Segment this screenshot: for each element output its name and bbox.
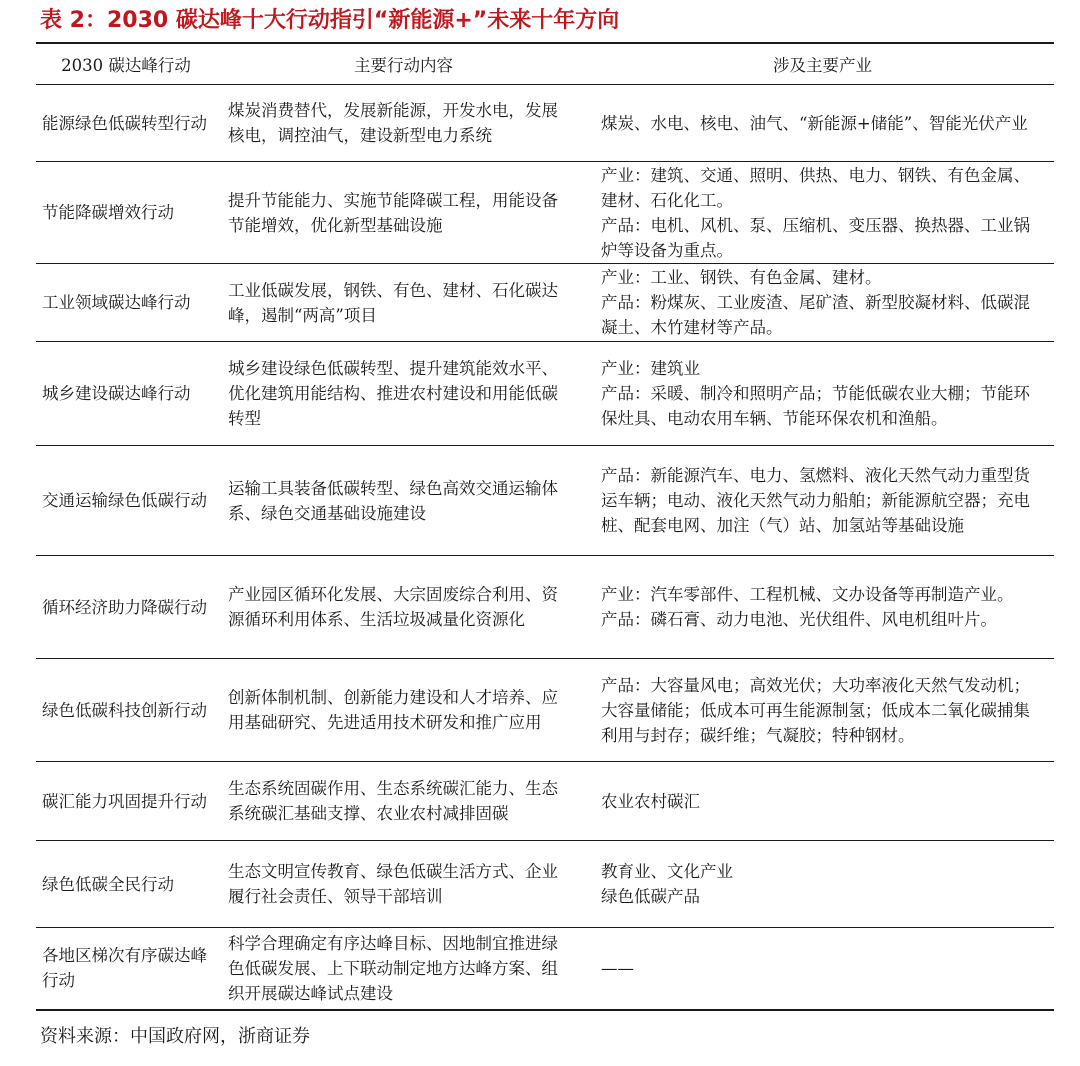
- action-name: 绿色低碳全民行动: [36, 841, 216, 928]
- table-title: 表 2：2030 碳达峰十大行动指引“新能源+”未来十年方向: [40, 8, 620, 33]
- action-content: 城乡建设绿色低碳转型、提升建筑能效水平、优化建筑用能结构、推进农村建设和用能低碳转型: [216, 342, 591, 446]
- action-industry: [591, 762, 1054, 841]
- table-row: [36, 841, 1054, 928]
- action-content: 生态文明宣传教育、绿色低碳生活方式、企业履行社会责任、领导干部培训: [216, 841, 591, 928]
- industry-line: 产业：工业、钢铁、有色金属、建材。: [601, 268, 882, 287]
- action-industry: [591, 928, 1054, 1010]
- action-content: 产业园区循环化发展、大宗固废综合利用、资源循环利用体系、生活垃圾减量化资源化: [216, 556, 591, 659]
- action-content: 工业低碳发展，钢铁、有色、建材、石化碳达峰，遏制“两高”项目: [216, 264, 591, 342]
- action-name: 城乡建设碳达峰行动: [36, 342, 216, 446]
- industry-line: 产业：建筑业: [601, 359, 700, 378]
- action-content: 煤炭消费替代，发展新能源，开发水电，发展核电，调控油气，建设新型电力系统: [216, 85, 591, 162]
- carbon-peak-actions-table: [36, 44, 1054, 1011]
- industry-line: 绿色低碳产品: [601, 887, 700, 906]
- action-name: 交通运输绿色低碳行动: [36, 446, 216, 556]
- action-content: 创新体制机制、创新能力建设和人才培养、应用基础研究、先进适用技术研发和推广应用: [216, 659, 591, 762]
- action-content: 生态系统固碳作用、生态系统碳汇能力、生态系统碳汇基础支撑、农业农村减排固碳: [216, 762, 591, 841]
- table-row: [36, 342, 1054, 446]
- action-industry: [591, 162, 1054, 264]
- table-row: [36, 162, 1054, 264]
- industry-line: 产业：建筑、交通、照明、供热、电力、钢铁、有色金属、建材、石化化工。: [601, 165, 1030, 210]
- industry-line: ——: [601, 958, 634, 978]
- action-content: 运输工具装备低碳转型、绿色高效交通运输体系、绿色交通基础设施建设: [216, 446, 591, 556]
- table-header-row: [36, 44, 1054, 85]
- table-row: [36, 762, 1054, 841]
- action-industry: [591, 556, 1054, 659]
- industry-line: 农业农村碳汇: [601, 791, 700, 811]
- industry-line: 产品：磷石膏、动力电池、光伏组件、风电机组叶片。: [601, 610, 997, 629]
- action-industry: [591, 659, 1054, 762]
- header-content: 主要行动内容: [216, 44, 591, 85]
- action-name: 绿色低碳科技创新行动: [36, 659, 216, 762]
- table-row: [36, 85, 1054, 162]
- table-row: [36, 264, 1054, 342]
- table-row: [36, 446, 1054, 556]
- action-name: 能源绿色低碳转型行动: [36, 85, 216, 162]
- source-note: 资料来源：中国政府网，浙商证券: [40, 1026, 310, 1047]
- action-industry: [591, 85, 1054, 162]
- industry-line: 产品：粉煤灰、工业废渣、尾矿渣、新型胶凝材料、低碳混凝土、木竹建材等产品。: [601, 293, 1030, 337]
- action-content: 提升节能能力、实施节能降碳工程，用能设备节能增效，优化新型基础设施: [216, 162, 591, 264]
- industry-line: 产业：汽车零部件、工程机械、文办设备等再制造产业。: [601, 585, 1014, 604]
- industry-line: 教育业、文化产业: [601, 862, 733, 881]
- action-name: 各地区梯次有序碳达峰行动: [36, 928, 216, 1010]
- table-row: [36, 659, 1054, 762]
- action-industry: [591, 342, 1054, 446]
- industry-line: 产品：采暖、制冷和照明产品；节能低碳农业大棚；节能环保灶具、电动农用车辆、节能环保农机和渔船。: [601, 384, 1030, 428]
- action-name: 节能降碳增效行动: [36, 162, 216, 264]
- action-industry: [591, 446, 1054, 556]
- action-industry: [591, 264, 1054, 342]
- industry-line: 产品：大容量风电；高效光伏；大功率液化天然气发动机；大容量储能；低成本可再生能源制氢；低成本二氧化碳捕集利用与封存；碳纤维；气凝胶；特种钢材。: [601, 675, 1030, 745]
- industry-line: 产品：新能源汽车、电力、氢燃料、液化天然气动力重型货运车辆；电动、液化天然气动力船舶；新能源航空器；充电桩、配套电网、加注（气）站、加氢站等基础设施: [601, 466, 1030, 535]
- action-name: 工业领域碳达峰行动: [36, 264, 216, 342]
- action-name: 循环经济助力降碳行动: [36, 556, 216, 659]
- action-content: 科学合理确定有序达峰目标、因地制宜推进绿色低碳发展、上下联动制定地方达峰方案、组织开展碳达峰试点建设: [216, 928, 591, 1010]
- header-action: 2030 碳达峰行动: [36, 44, 216, 85]
- industry-line: 产品：电机、风机、泵、压缩机、变压器、换热器、工业锅炉等设备为重点。: [601, 215, 1030, 260]
- action-industry: [591, 841, 1054, 928]
- action-name: 碳汇能力巩固提升行动: [36, 762, 216, 841]
- industry-line: 煤炭、水电、核电、油气、“新能源+储能”、智能光伏产业: [601, 113, 1028, 133]
- table-row: [36, 556, 1054, 659]
- table-row: [36, 928, 1054, 1010]
- header-industry: 涉及主要产业: [591, 44, 1054, 85]
